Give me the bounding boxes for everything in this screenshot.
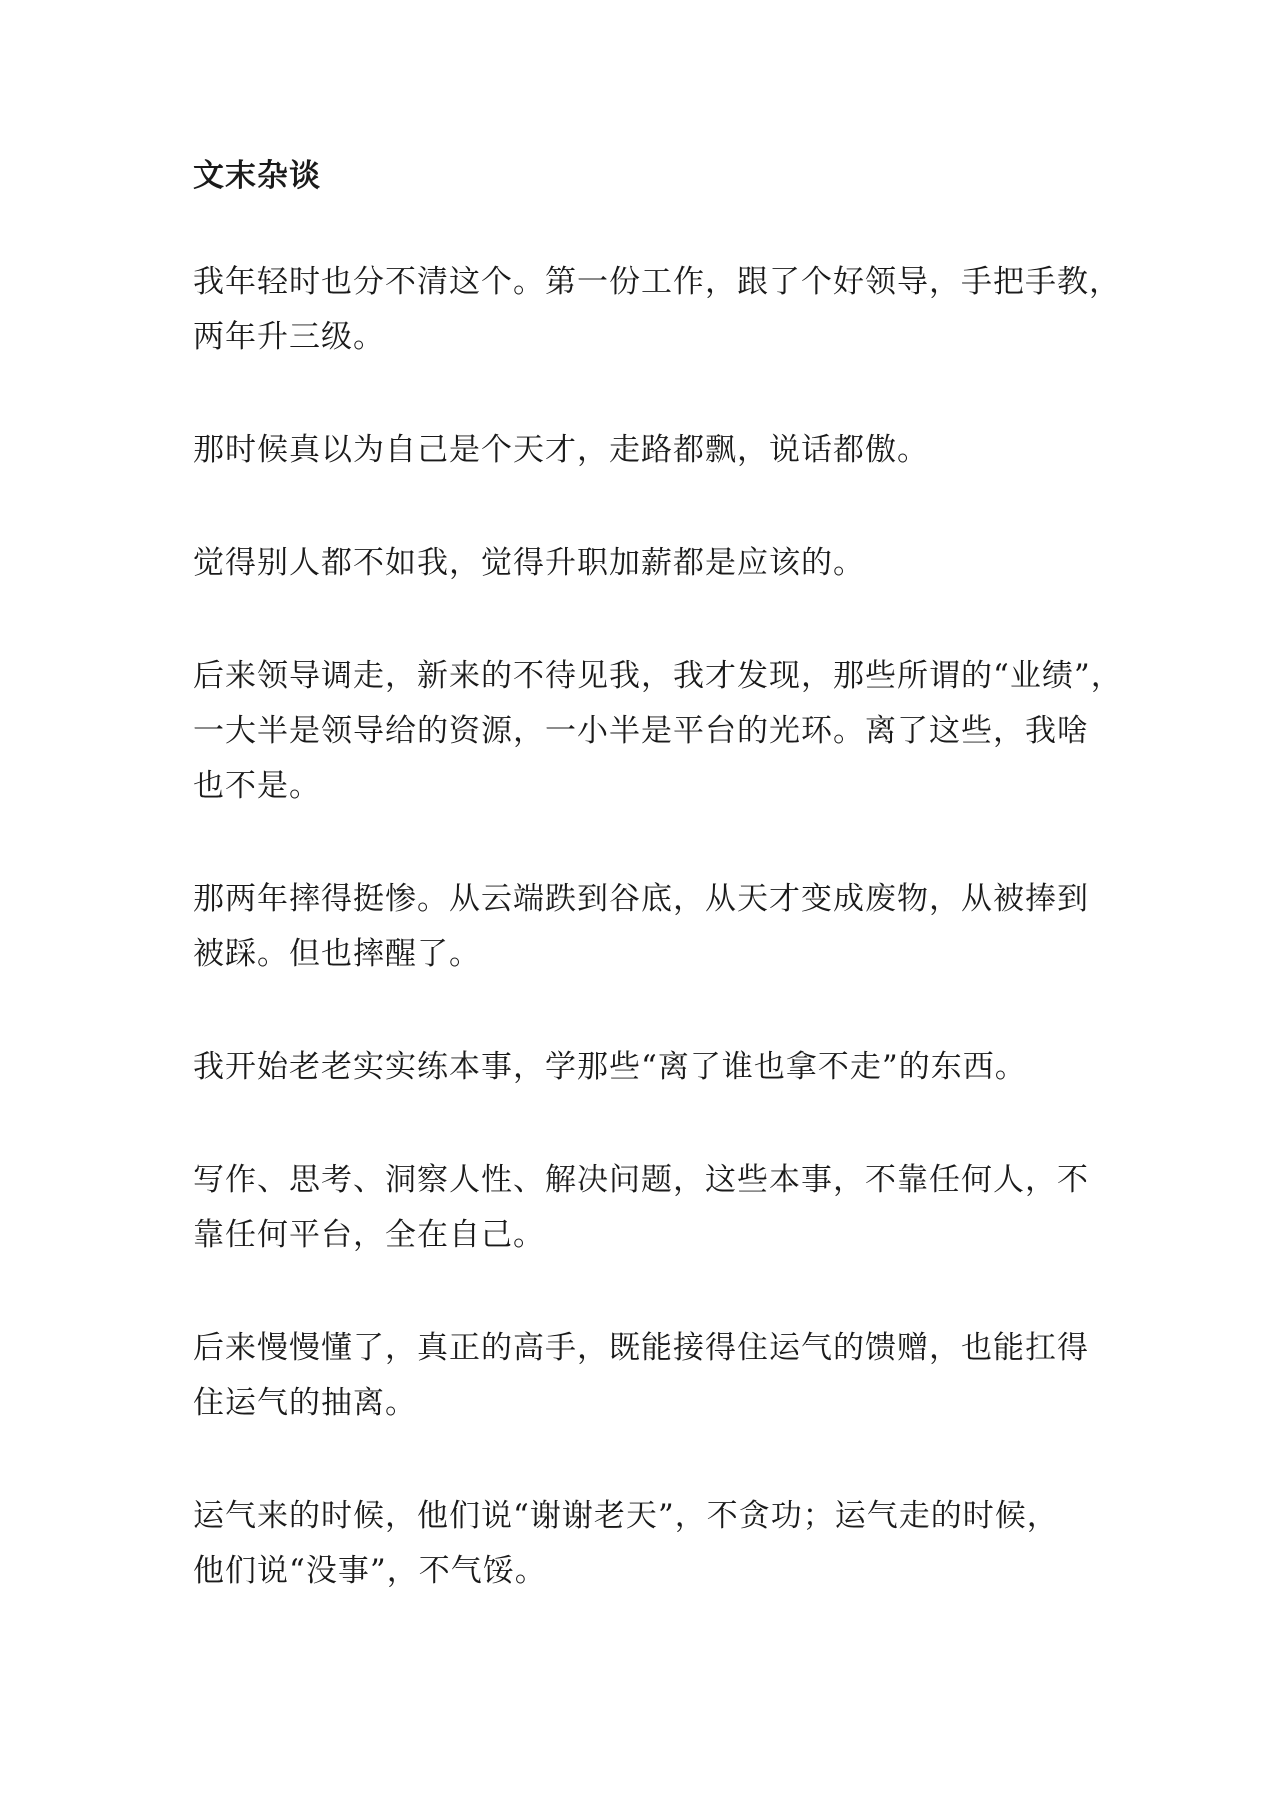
paragraph-line: 写作、思考、洞察人性、解决问题，这些本事，不靠任何人，不	[193, 1162, 1089, 1198]
paragraph-line: 两年升三级。	[193, 319, 385, 355]
paragraph-line: 也不是。	[193, 768, 321, 804]
paragraph-line: 他们说“没事”，不气馁。	[193, 1553, 547, 1589]
paragraph-4	[193, 649, 1123, 814]
paragraph-1	[193, 255, 1121, 365]
paragraph-6	[193, 1040, 1083, 1095]
paragraph-line: 我年轻时也分不清这个。第一份工作，跟了个好领导，手把手教，	[193, 264, 1121, 300]
paragraph-line: 被踩。但也摔醒了。	[193, 936, 481, 972]
paragraph-8	[193, 1321, 1089, 1431]
page-title: 文末杂谈	[193, 158, 321, 194]
paragraph-9	[193, 1489, 1083, 1599]
paragraph-line: 后来领导调走，新来的不待见我，我才发现，那些所谓的“业绩”，	[193, 658, 1123, 694]
paragraph-2	[193, 423, 1083, 478]
paragraph-line: 那时候真以为自己是个天才，走路都飘，说话都傲。	[193, 432, 929, 468]
document-page	[193, 150, 1123, 1657]
paragraph-7	[193, 1153, 1089, 1263]
paragraph-line: 后来慢慢懂了，真正的高手，既能接得住运气的馈赠，也能扛得	[193, 1330, 1089, 1366]
paragraph-line: 住运气的抽离。	[193, 1385, 417, 1421]
paragraph-line: 觉得别人都不如我，觉得升职加薪都是应该的。	[193, 545, 865, 581]
paragraph-line: 那两年摔得挺惨。从云端跌到谷底，从天才变成废物，从被捧到	[193, 881, 1089, 917]
paragraph-line: 运气来的时候，他们说“谢谢老天”，不贪功；运气走的时候，	[193, 1498, 1059, 1534]
paragraph-line: 靠任何平台，全在自己。	[193, 1217, 545, 1253]
paragraph-5	[193, 872, 1089, 982]
paragraph-3	[193, 536, 1083, 591]
paragraph-line: 我开始老老实实练本事，学那些“离了谁也拿不走”的东西。	[193, 1049, 1027, 1085]
paragraph-line: 一大半是领导给的资源，一小半是平台的光环。离了这些，我啥	[193, 713, 1089, 749]
